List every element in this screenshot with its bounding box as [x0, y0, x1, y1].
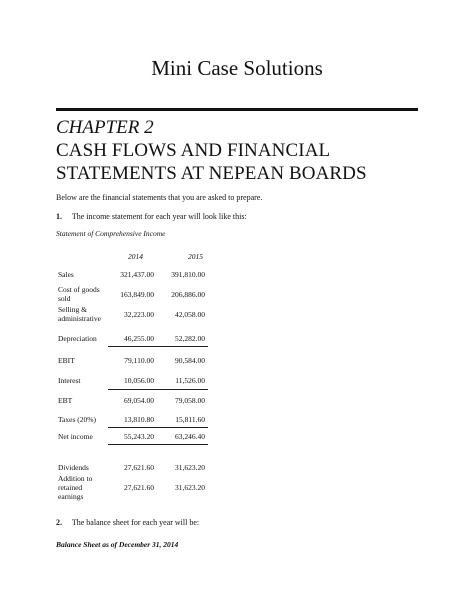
balance-sheet-caption: Balance Sheet as of December 31, 2014 [56, 540, 179, 549]
value-taxes-2015: 15,811.60 [175, 415, 205, 424]
row-label-interest: Interest [58, 376, 81, 385]
value-ebt-2015: 79,058.00 [175, 396, 205, 405]
chapter-label: CHAPTER 2 [56, 117, 154, 138]
table-rule [108, 346, 208, 347]
row-label-retained-earnings: Addition to retained earnings [58, 474, 93, 501]
value-net-income-2015: 63,246.40 [175, 432, 205, 441]
value-interest-2015: 11,526.00 [175, 376, 205, 385]
value-sales-2015: 391,810.00 [171, 270, 205, 279]
row-label-depreciation: Depreciation [58, 334, 97, 343]
income-statement-caption: Statement of Comprehensive Income [56, 229, 166, 238]
row-label-dividends: Dividends [58, 463, 89, 472]
row-label-sales: Sales [58, 270, 74, 279]
value-retained-earnings-2015: 31,623.20 [175, 483, 205, 492]
value-dividends-2015: 31,623.20 [175, 463, 205, 472]
document-heading: Mini Case Solutions [151, 56, 323, 80]
table-rule [108, 444, 208, 445]
list-item-text: The balance sheet for each year will be: [71, 518, 200, 527]
value-sales-2014: 321,437.00 [120, 270, 154, 279]
year-header-2014: 2014 [128, 252, 143, 261]
row-label-net-income: Net income [58, 432, 93, 441]
table-rule [108, 389, 208, 390]
row-label-ebt: EBT [58, 396, 73, 405]
list-item-number: 2. [56, 518, 62, 527]
value-retained-earnings-2014: 27,621.60 [124, 483, 154, 492]
value-dividends-2014: 27,621.60 [124, 463, 154, 472]
horizontal-rule [56, 108, 418, 111]
value-ebit-2015: 90,584.00 [175, 356, 205, 365]
row-label-cogs: Cost of goods sold [58, 285, 100, 303]
chapter-title-line-1: CASH FLOWS AND FINANCIAL [56, 140, 331, 161]
value-depreciation-2014: 46,255.00 [124, 334, 154, 343]
row-label-taxes: Taxes (20%) [58, 415, 97, 424]
row-label-ebit: EBIT [58, 356, 75, 365]
value-net-income-2014: 55,243.20 [124, 432, 154, 441]
value-taxes-2014: 13,810.80 [124, 415, 154, 424]
chapter-title-line-2: STATEMENTS AT NEPEAN BOARDS [56, 163, 367, 184]
row-label-sga: Selling & administrative [58, 305, 101, 323]
value-ebt-2014: 69,054.00 [124, 396, 154, 405]
value-ebit-2014: 79,110.00 [124, 356, 154, 365]
list-item-2 [56, 518, 199, 527]
list-item-text: The income statement for each year will look like this: [71, 212, 247, 221]
value-interest-2014: 10,056.00 [124, 376, 154, 385]
value-sga-2015: 42,058.00 [175, 310, 205, 319]
year-header-2015: 2015 [188, 252, 203, 261]
list-item-1 [56, 212, 247, 221]
value-depreciation-2015: 52,282.00 [175, 334, 205, 343]
list-item-number: 1. [56, 212, 62, 221]
value-sga-2014: 32,223.00 [124, 310, 154, 319]
table-rule [108, 427, 208, 428]
value-cogs-2014: 163,849.00 [120, 290, 154, 299]
intro-text: Below are the financial statements that you are asked to prepare. [56, 193, 263, 202]
value-cogs-2015: 206,886.00 [171, 290, 205, 299]
